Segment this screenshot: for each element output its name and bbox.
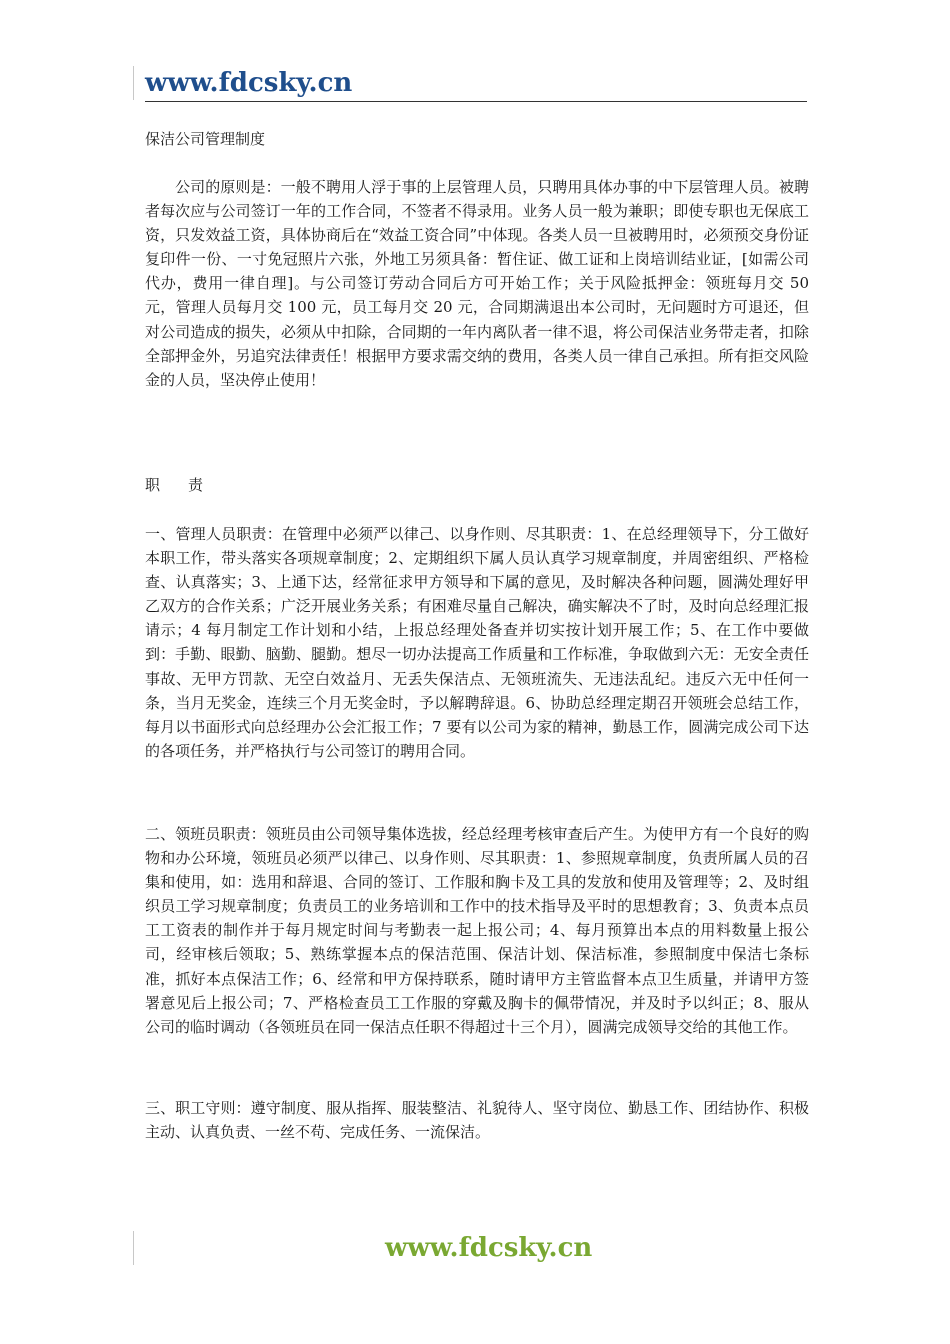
header-logo[interactable]: www.fdcsky.cn [145, 68, 353, 98]
footer-logo[interactable]: www.fdcsky.cn [385, 1233, 593, 1263]
section-management-duties: 一、管理人员职责：在管理中必须严以律己、以身作则、尽其职责：1、在总经理领导下，分工做好本职工作，带头落实各项规章制度；2、定期组织下属人员认真学习规章制度，并周密组织、严格检查、认真落实；3、上通下达，经常征求甲方领导和下属的意见，及时解决各种问题，圆满处理好甲乙双方的合作关系；广泛开展业务关系；有困难尽量自己解决，确实解决不了时，及时向总经理汇报请示；4 每月制定工作计划和小结，上报总经理处备查并切实按计划开展工作；5、在工作中要做到：手勤、眼勤、脑勤、腿勤。想尽一切办法提高工作质量和工作标准，争取做到六无：无安全责任事故、无甲方罚款、无空白效益月、无丢失保洁点、无领班流失、无违法乱纪。违反六无中任何一条，当月无奖金，连续三个月无奖金时，予以解聘辞退。6、协助总经理定期召开领班会总结工作，每月以书面形式向总经理办公会汇报工作；7 要有以公司为家的精神，勤恳工作，圆满完成公司下达的各项任务，并严格执行与公司签订的聘用合同。 [145, 525, 809, 760]
intro-paragraph: 公司的原则是：一般不聘用人浮于事的上层管理人员，只聘用具体办事的中下层管理人员。被聘者每次应与公司签订一年的工作合同，不签者不得录用。业务人员一般为兼职；即使专职也无保底工资，只发效益工资，具体协商后在“效益工资合同”中体现。各类人员一旦被聘用时，必须预交身份证复印件一份、一寸免冠照片六张，外地工另须具备：暂住证、做工证和上岗培训结业证，[如需公司代办，费用一律自理]。与公司签订劳动合同后方可开始工作；关于风险抵押金：领班每月交 50 元，管理人员每月交 100 元，员工每月交 20 元，合同期满退出本公司时，无问题时方可退还，但对公司造成的损失，必须从中扣除，合同期的一年内离队者一律不退，将公司保洁业务带走者，扣除全部押金外，另追究法律责任！根据甲方要求需交纳的费用，各类人员一律自己承担。所有拒交风险金的人员，坚决停止使用！ [145, 178, 809, 389]
section-team-leader-duties: 二、领班员职责：领班员由公司领导集体选拔，经总经理考核审查后产生。为使甲方有一个良好的购物和办公环境，领班员必须严以律己、以身作则、尽其职责：1、参照规章制度，负责所属人员的召集和使用，如：选用和辞退、合同的签订、工作服和胸卡及工具的发放和使用及管理等；2、及时组织员工学习规章制度；负责员工的业务培训和工作中的技术指导及平时的思想教育；3、负责本点员工工资表的制作并于每月规定时间与考勤表一起上报公司；4、每月预算出本点的用料数量上报公司，经审核后领取；5、熟练掌握本点的保洁范围、保洁计划、保洁标准，参照制度中保洁七条标准，抓好本点保洁工作；6、经常和甲方保持联系，随时请甲方主管监督本点卫生质量，并请甲方签署意见后上报公司；7、严格检查员工工作服的穿戴及胸卡的佩带情况，并及时予以纠正；8、服从公司的临时调动（各领班员在同一保洁点任职不得超过十三个月），圆满完成领导交给的其他工作。 [145, 825, 809, 1036]
header-divider [145, 101, 807, 102]
section-staff-rules: 三、职工守则：遵守制度、服从指挥、服装整洁、礼貌待人、坚守岗位、勤恳工作、团结协作、积极主动、认真负责、一丝不苟、完成任务、一流保洁。 [145, 1099, 809, 1142]
document-title: 保洁公司管理制度 [145, 130, 266, 148]
section-heading: 职责 [145, 476, 204, 494]
header-margin-line [133, 66, 134, 100]
footer-margin-line [133, 1231, 134, 1265]
